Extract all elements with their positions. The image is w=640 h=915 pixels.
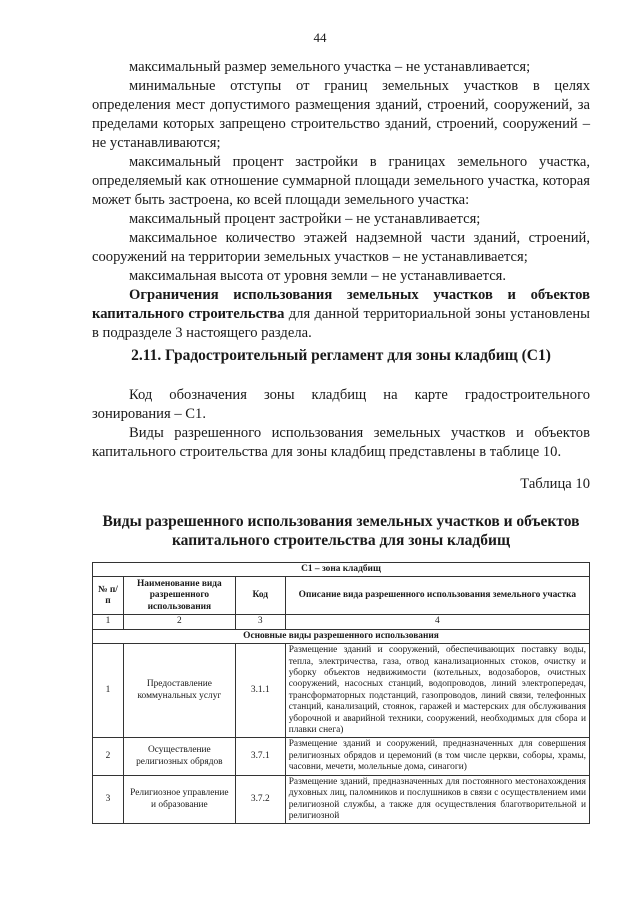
row-desc: Размещение зданий, предназначенных для постоянного местонахождения духовных лиц, паломников и послушников в связи с осуществлением ими религиозной службы, а также для осуществления благотворительной и религиозной [285,775,589,824]
row-num: 3 [93,775,124,824]
paragraph: максимальный размер земельного участка – не устанавливается; [129,59,531,75]
page-number: 44 [313,30,327,45]
row-num: 2 [93,738,124,775]
paragraph: максимальный процент застройки в границах земельного участка, определяемый как отношение суммарной площади земельного участка, которая может быть застроена, ко всей площади земельного участка: [92,154,590,208]
section-heading: 2.11. Градостроительный регламент для зоны кладбищ (С1) [131,347,551,364]
row-num: 1 [93,644,124,738]
table-row [93,775,590,824]
paragraph: максимальный процент застройки – не устанавливается; [129,211,481,227]
zone-header: С1 – зона кладбищ [93,563,590,577]
col-number: 1 [93,615,124,629]
restriction-text: для данной территориальной зоны установлены в подразделе 3 настоящего раздела. [92,306,590,341]
paragraph: минимальные отступы от границ земельных участков в целях определения мест допустимого размещения зданий, строений, сооружений, за пределами которых запрещено строительство зданий, строений, сооружений – не устанавливаются; [92,78,590,151]
col-number: 2 [123,615,235,629]
col-header-num: № п/п [93,577,124,615]
table-row [93,644,590,738]
restriction-paragraph [92,286,590,343]
table-title: Виды разрешенного использования земельных участков и объектов капитального строительства для зоны кладбищ [102,513,580,549]
table-caption: Таблица 10 [520,476,590,492]
paragraph: максимальная высота от уровня земли – не устанавливается. [129,268,507,284]
row-name: Религиозное управление и образование [123,775,235,824]
row-desc: Размещение зданий и сооружений, обеспечивающих поставку воды, тепла, электричества, газа, отвод канализационных стоков, очистку и уборку объектов недвижимости (котельных, водозаборов, очистных сооружений, насосных станций, водопроводов, линий электропередач, трансформаторных подстанций, газопроводов, линий связи, телефонных станций, канализаций, стоянок, гаражей и мастерских для обслуживания уборочной и аварийной техники, сооружений, необходимых для сбора и плавки снега) [285,644,589,738]
col-number: 4 [285,615,589,629]
row-desc: Размещение зданий и сооружений, предназначенных для совершения религиозных обрядов и церемоний (в том числе церкви, соборы, храмы, часовни, мечети, молельные дома, синагоги) [285,738,589,775]
row-code: 3.7.2 [235,775,285,824]
row-code: 3.7.1 [235,738,285,775]
paragraph: Виды разрешенного использования земельных участков и объектов капитального строительства для зоны кладбищ представлены в таблице 10. [92,425,590,460]
row-name: Предоставление коммунальных услуг [123,644,235,738]
col-header-code: Код [235,577,285,615]
col-number: 3 [235,615,285,629]
paragraph: максимальное количество этажей надземной части зданий, строений, сооружений на территории земельных участков – не устанавливается; [92,230,590,265]
group-label: Основные виды разрешенного использования [93,629,590,643]
section-text [92,386,590,462]
col-header-name: Наименование вида разрешенного использования [123,577,235,615]
regulation-table [92,562,590,824]
col-header-desc: Описание вида разрешенного использования земельного участка [285,577,589,615]
row-name: Осуществление религиозных обрядов [123,738,235,775]
row-code: 3.1.1 [235,644,285,738]
body-text [92,58,590,343]
table-row [93,738,590,775]
restriction-bold-text: Ограничения использования земельных участков и объектов капитального строительства [92,287,590,322]
paragraph: Код обозначения зоны кладбищ на карте градостроительного зонирования – С1. [92,387,590,422]
